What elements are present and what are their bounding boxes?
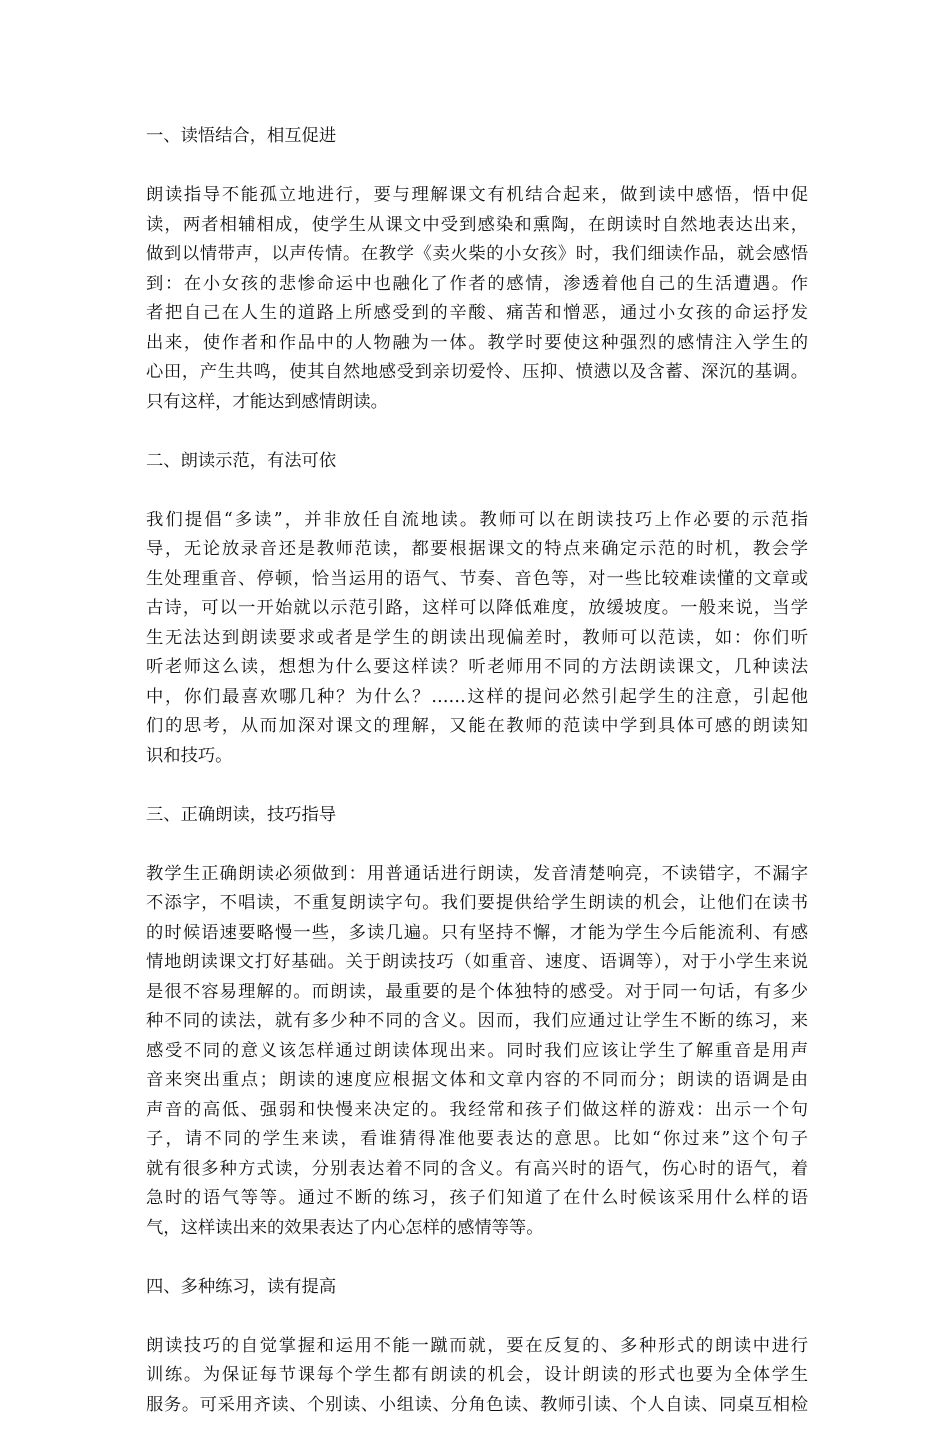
paragraph-line: 子，请不同的学生来读，看谁猜得准他要表达的意思。比如“你过来”这个句子 <box>146 1129 808 1149</box>
paragraph-line: 心田，产生共鸣，使其自然地感受到亲切爱怜、压抑、愤懑以及含蓄、深沉的基调。 <box>146 362 808 382</box>
paragraph-line: 们的思考，从而加深对课文的理解，又能在教师的范读中学到具体可感的朗读知 <box>146 716 808 736</box>
paragraph-line: 生处理重音、停顿，恰当运用的语气、节奏、音色等，对一些比较难读懂的文章或 <box>146 568 808 589</box>
section-paragraph <box>146 506 808 772</box>
paragraph-line: 训练。为保证每节课每个学生都有朗读的机会，设计朗读的形式也要为全体学生 <box>146 1365 808 1385</box>
paragraph-line: 是很不容易理解的。而朗读，最重要的是个体独特的感受。对于同一句话，有多少 <box>146 981 808 1002</box>
paragraph-line: 朗读指导不能孤立地进行，要与理解课文有机结合起来，做到读中感悟，悟中促 <box>146 185 808 205</box>
paragraph-line: 生无法达到朗读要求或者是学生的朗读出现偏差时，教师可以范读，如：你们听 <box>146 627 808 648</box>
section-heading: 一、读悟结合，相互促进 <box>146 126 337 146</box>
paragraph-line: 听老师这么读，想想为什么要这样读？听老师用不同的方法朗读课文，几种读法 <box>146 657 808 677</box>
paragraph-line: 种不同的读法，就有多少种不同的含义。因而，我们应通过让学生不断的练习，来 <box>146 1011 808 1031</box>
paragraph-line: 中，你们最喜欢哪几种？为什么？……这样的提问必然引起学生的注意，引起他 <box>146 686 808 707</box>
paragraph-line: 者把自己在人生的道路上所感受到的辛酸、痛苦和憎恶，通过小女孩的命运抒发 <box>146 303 808 323</box>
paragraph-line: 声音的高低、强弱和快慢来决定的。我经常和孩子们做这样的游戏：出示一个句 <box>146 1099 808 1120</box>
paragraph-line: 气，这样读出来的效果表达了内心怎样的感情等等。 <box>146 1217 544 1238</box>
paragraph-line: 感受不同的意义该怎样通过朗读体现出来。同时我们应该让学生了解重音是用声 <box>146 1040 808 1061</box>
paragraph-line: 急时的语气等等。通过不断的练习，孩子们知道了在什么时候该采用什么样的语 <box>146 1188 808 1208</box>
paragraph-line: 做到以情带声，以声传情。在教学《卖火柴的小女孩》时，我们细读作品，就会感悟 <box>146 244 808 264</box>
paragraph-line: 古诗，可以一开始就以示范引路，这样可以降低难度，放缓坡度。一般来说，当学 <box>146 598 808 618</box>
paragraph-line: 教学生正确朗读必须做到：用普通话进行朗读，发音清楚响亮，不读错字，不漏字 <box>146 863 808 884</box>
paragraph-line: 导，无论放录音还是教师范读，都要根据课文的特点来确定示范的时机，教会学 <box>146 539 808 559</box>
paragraph-line: 的时候语速要略慢一些，多读几遍。只有坚持不懈，才能为学生今后能流利、有感 <box>146 922 808 943</box>
section-heading: 四、多种练习，读有提高 <box>146 1276 337 1297</box>
section-paragraph <box>146 1332 808 1421</box>
paragraph-line: 服务。可采用齐读、个别读、小组读、分角色读、教师引读、个人自读、同桌互相检 <box>146 1394 808 1415</box>
document-page <box>146 122 808 1450</box>
paragraph-line: 只有这样，才能达到感情朗读。 <box>146 391 388 412</box>
paragraph-line: 音来突出重点；朗读的速度应根据文体和文章内容的不同而分；朗读的语调是由 <box>146 1070 808 1090</box>
section-paragraph <box>146 181 808 417</box>
paragraph-line: 朗读技巧的自觉掌握和运用不能一蹴而就，要在反复的、多种形式的朗读中进行 <box>146 1335 808 1356</box>
section-heading: 三、正确朗读，技巧指导 <box>146 804 337 825</box>
paragraph-line: 到：在小女孩的悲惨命运中也融化了作者的感情，渗透着他自己的生活遭遇。作 <box>146 273 808 294</box>
paragraph-line: 出来，使作者和作品中的人物融为一体。教学时要使这种强烈的感情注入学生的 <box>146 332 808 353</box>
paragraph-line: 情地朗读课文打好基础。关于朗读技巧（如重音、速度、语调等），对于小学生来说 <box>146 952 808 972</box>
section-paragraph <box>146 860 808 1244</box>
paragraph-line: 我们提倡“多读”，并非放任自流地读。教师可以在朗读技巧上作必要的示范指 <box>146 509 808 530</box>
section-heading: 二、朗读示范，有法可依 <box>146 450 337 471</box>
paragraph-line: 识和技巧。 <box>146 745 233 766</box>
paragraph-line: 读，两者相辅相成，使学生从课文中受到感染和熏陶，在朗读时自然地表达出来， <box>146 214 808 235</box>
paragraph-line: 就有很多种方式读，分别表达着不同的含义。有高兴时的语气，伤心时的语气，着 <box>146 1158 808 1179</box>
paragraph-line: 不添字，不唱读，不重复朗读字句。我们要提供给学生朗读的机会，让他们在读书 <box>146 893 808 913</box>
document-body <box>146 122 808 1420</box>
